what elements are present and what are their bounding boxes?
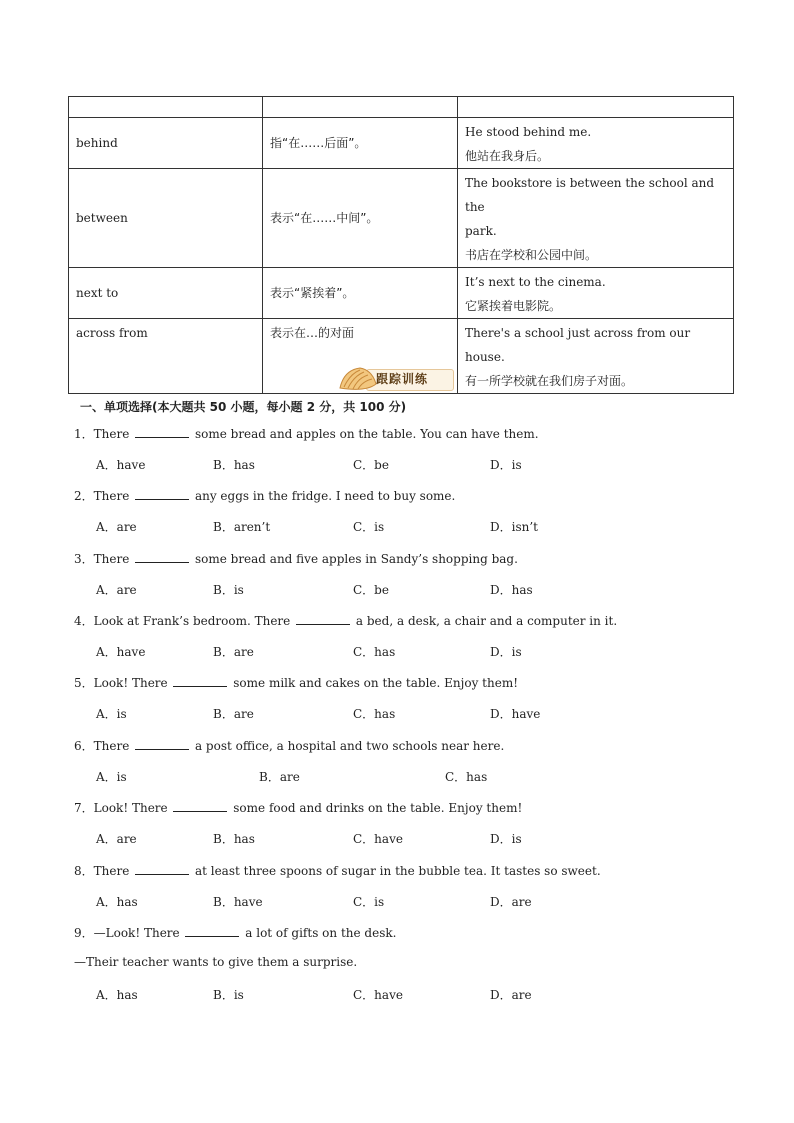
question-text: some milk and cakes on the table. Enjoy them! [229, 676, 519, 690]
answer-option[interactable]: C．is [353, 895, 385, 909]
example-cell [458, 319, 734, 394]
answer-option[interactable]: B．have [213, 895, 263, 909]
question-text: There [93, 489, 134, 503]
answer-blank[interactable] [135, 425, 189, 438]
question-number: 6． [74, 739, 94, 753]
question-text: There [93, 552, 134, 566]
section-title: 一、单项选择(本大题共 50 小题，每小题 2 分，共 100 分) [80, 400, 407, 414]
answer-option[interactable]: D．has [490, 583, 533, 597]
answer-option[interactable]: B．is [213, 583, 244, 597]
meaning-cell: 表示在…的对面 [263, 319, 458, 394]
question-text: —Look! There [93, 926, 184, 940]
meaning-cell: 指“在……后面”。 [263, 118, 458, 169]
question-text: There [93, 739, 134, 753]
question-stem [74, 737, 504, 754]
table-header-row [69, 97, 734, 118]
answer-option[interactable]: A．are [96, 832, 137, 846]
question-number: 8． [74, 864, 94, 878]
answer-option[interactable]: B．is [213, 988, 244, 1002]
answer-blank[interactable] [185, 924, 239, 937]
answer-blank[interactable] [135, 487, 189, 500]
answer-option[interactable]: B．has [213, 832, 255, 846]
answer-option[interactable]: A．have [96, 645, 146, 659]
answer-option[interactable]: D．is [490, 458, 522, 472]
answer-option[interactable]: A．has [96, 895, 138, 909]
banner-title: 跟踪训练 [376, 372, 429, 386]
answer-option[interactable]: C．is [353, 520, 385, 534]
word-cell: next to [69, 268, 263, 319]
question-number: 9． [74, 926, 94, 940]
question-stem [74, 674, 518, 691]
meaning-cell: 表示“紧挨着”。 [263, 268, 458, 319]
answer-option[interactable]: C．has [445, 770, 488, 784]
answer-option[interactable]: A．have [96, 458, 146, 472]
question-text: Look at Frank’s bedroom. There [93, 614, 295, 628]
answer-option[interactable]: A．has [96, 988, 138, 1002]
question-text: a post office, a hospital and two schools near here. [191, 739, 505, 753]
answer-blank[interactable] [135, 550, 189, 563]
question-text: a bed, a desk, a chair and a computer in it. [352, 614, 618, 628]
answer-option[interactable]: C．have [353, 988, 403, 1002]
answer-option[interactable]: A．are [96, 520, 137, 534]
table-row [69, 169, 734, 268]
answer-blank[interactable] [173, 799, 227, 812]
answer-blank[interactable] [135, 862, 189, 875]
answer-blank[interactable] [173, 674, 227, 687]
answer-option[interactable]: C．have [353, 832, 403, 846]
table-header-cell [458, 97, 734, 118]
answer-option[interactable]: D．is [490, 645, 522, 659]
question-number: 7． [74, 801, 94, 815]
question-number: 4． [74, 614, 94, 628]
example-chinese: 它紧挨着电影院。 [465, 299, 562, 313]
table-header-cell [263, 97, 458, 118]
answer-option[interactable]: C．has [353, 707, 396, 721]
question-text: at least three spoons of sugar in the bubble tea. It tastes so sweet. [191, 864, 601, 878]
table-header-cell [69, 97, 263, 118]
example-english-cont: park. [465, 224, 497, 238]
table-row [69, 118, 734, 169]
word-cell: across from [69, 319, 263, 394]
answer-option[interactable]: C．be [353, 583, 389, 597]
question-stem [74, 550, 518, 567]
example-english: He stood behind me. [465, 125, 592, 139]
example-english: It’s next to the cinema. [465, 275, 606, 289]
answer-option[interactable]: A．is [96, 707, 127, 721]
answer-option[interactable]: B．aren’t [213, 520, 271, 534]
answer-blank[interactable] [135, 737, 189, 750]
question-text: There [93, 864, 134, 878]
answer-option[interactable]: B．are [259, 770, 300, 784]
question-text: Look! There [93, 676, 172, 690]
example-english: The bookstore is between the school and the [465, 176, 715, 214]
example-cell [458, 169, 734, 268]
example-english: There's a school just across from our house. [465, 326, 691, 364]
answer-option[interactable]: B．has [213, 458, 255, 472]
question-stem [74, 799, 522, 816]
example-chinese: 书店在学校和公园中间。 [465, 248, 598, 262]
question-stem [74, 487, 455, 504]
word-cell: behind [69, 118, 263, 169]
example-cell [458, 118, 734, 169]
question-stem [74, 612, 617, 629]
question-number: 1． [74, 427, 94, 441]
answer-option[interactable]: B．are [213, 707, 254, 721]
example-cell [458, 268, 734, 319]
answer-option[interactable]: D．are [490, 895, 532, 909]
answer-blank[interactable] [296, 612, 350, 625]
question-stem [74, 862, 601, 879]
question-number: 3． [74, 552, 94, 566]
question-text: some bread and five apples in Sandy’s shopping bag. [191, 552, 518, 566]
answer-option[interactable]: B．are [213, 645, 254, 659]
example-chinese: 他站在我身后。 [465, 149, 550, 163]
word-cell: between [69, 169, 263, 268]
dialog-reply: —Their teacher wants to give them a surprise. [74, 955, 358, 969]
answer-option[interactable]: D．isn’t [490, 520, 538, 534]
question-number: 2． [74, 489, 94, 503]
answer-option[interactable]: D．is [490, 832, 522, 846]
answer-option[interactable]: D．have [490, 707, 541, 721]
question-stem [74, 924, 396, 941]
vocabulary-table [68, 96, 734, 394]
section-banner [336, 364, 456, 392]
question-stem [74, 425, 539, 442]
example-chinese: 有一所学校就在我们房子对面。 [465, 374, 634, 388]
answer-option[interactable]: A．are [96, 583, 137, 597]
answer-option[interactable]: C．has [353, 645, 396, 659]
answer-option[interactable]: A．is [96, 770, 127, 784]
shell-icon [336, 364, 378, 394]
question-text: a lot of gifts on the desk. [241, 926, 397, 940]
question-text: some bread and apples on the table. You can have them. [191, 427, 539, 441]
question-text: There [93, 427, 134, 441]
question-text: any eggs in the fridge. I need to buy some. [191, 489, 456, 503]
answer-option[interactable]: C．be [353, 458, 389, 472]
question-text: some food and drinks on the table. Enjoy them! [229, 801, 523, 815]
question-number: 5． [74, 676, 94, 690]
answer-option[interactable]: D．are [490, 988, 532, 1002]
table-row [69, 268, 734, 319]
question-text: Look! There [93, 801, 172, 815]
meaning-cell: 表示“在……中间”。 [263, 169, 458, 268]
